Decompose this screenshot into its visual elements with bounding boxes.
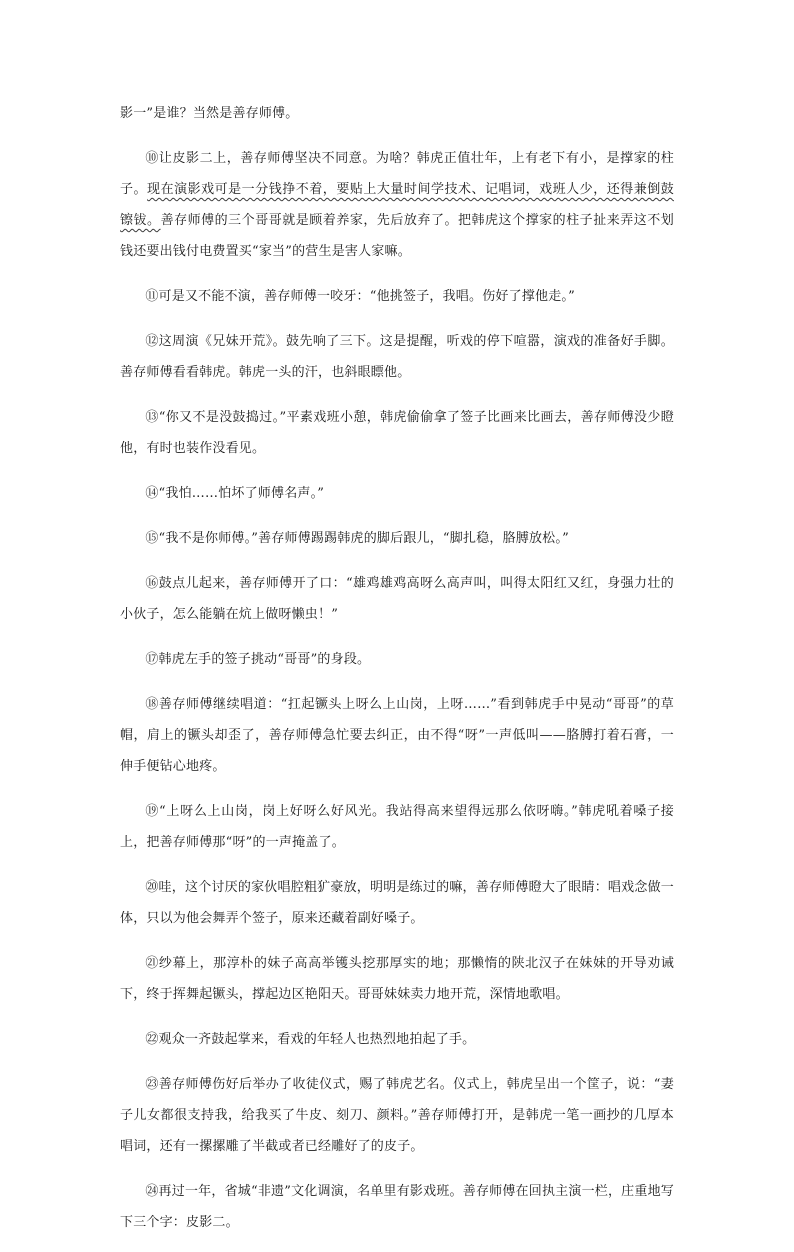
wavy-underlined-sentence: 现在演影戏可是一分钱挣不着，要贴上大量时间学技术、记唱词，戏班人少，还得兼倒鼓镲钹。 <box>120 182 674 228</box>
paragraph-10-start: ⑩让皮影二上，善存师傅坚决不同意。为啥？韩虎正值壮年，上有老下有小，是撑家的柱子。 <box>120 151 674 197</box>
paragraph-13: ⑬“你又不是没鼓捣过。”平素戏班小憩，韩虎偷偷拿了签子比画来比画去，善存师傅没少瞪他，有时也装作没看见。 <box>120 410 674 456</box>
paragraph-18: ⑱善存师傅继续唱道：“扛起镢头上呀么上山岗，上呀……”看到韩虎手中晃动“哥哥”的草帽，肩上的镢头却歪了，善存师傅急忙要去纠正，由不得“呀”一声低叫——胳膊打着石膏，一伸手便钻心地疼。 <box>120 697 674 774</box>
paragraph-17: ⑰韩虎左手的签子挑动“哥哥”的身段。 <box>145 652 371 667</box>
paragraph-20: ⑳哇，这个讨厌的家伙唱腔粗犷豪放，明明是练过的嘛，善存师傅瞪大了眼睛：唱戏念做一体，只以为他会舞弄个签子，原来还藏着副好嗓子。 <box>120 880 674 926</box>
paragraph-continued: 影一”是谁？当然是善存师傅。 <box>120 106 299 121</box>
paragraph-16: ⑯鼓点儿起来，善存师傅开了口：“雄鸡雄鸡高呀么高声叫，叫得太阳红又红，身强力壮的小伙子，怎么能躺在炕上做呀懒虫！” <box>120 576 674 622</box>
paragraph-14: ⑭“我怕……怕坏了师傅名声。” <box>145 486 325 501</box>
paragraph-22: ㉒观众一齐鼓起掌来，看戏的年轻人也热烈地拍起了手。 <box>145 1032 476 1047</box>
story-text <box>120 98 674 1252</box>
paragraph-10-end: 善存师傅的三个哥哥就是顾着养家，先后放弃了。把韩虎这个撑家的柱子扯来弄这不划钱还要出钱付电费置买“家当”的营生是害人家嘛。 <box>120 213 674 259</box>
paragraph-24: ㉔再过一年，省城“非遗”文化调演，名单里有影戏班。善存师傅在回执主演一栏，庄重地写下三个字：皮影二。 <box>120 1184 674 1230</box>
paragraph-15: ⑮“我不是你师傅。”善存师傅踢踢韩虎的脚后跟儿，“脚扎稳，胳膊放松。” <box>145 531 569 546</box>
paragraph-19: ⑲“上呀么上山岗，岗上好呀么好风光。我站得高来望得远那么依呀嗨。”韩虎吼着嗓子接上，把善存师傅那“呀”的一声掩盖了。 <box>120 804 674 850</box>
paragraph-21: ㉑纱幕上，那淳朴的妹子高高举镬头挖那厚实的地；那懒惰的陕北汉子在妹妹的开导劝诫下，终于挥舞起镢头，撑起边区艳阳天。哥哥妹妹卖力地开荒，深情地歌唱。 <box>120 956 674 1002</box>
paragraph-11: ⑪可是又不能不演，善存师傅一咬牙：“他挑签子，我唱。伤好了撑他走。” <box>145 289 575 304</box>
paragraph-23: ㉓善存师傅伤好后举办了收徒仪式，赐了韩虎艺名。仪式上，韩虎呈出一个筐子，说：“妻子儿女都很支持我，给我买了牛皮、刻刀、颜料。”善存师傅打开，是韩虎一笔一画抄的几厚本唱词，还有一摞摞雕了半截或者已经雕好了的皮子。 <box>120 1077 674 1154</box>
paragraph-12: ⑫这周演《兄妹开荒》。鼓先响了三下。这是提醒，听戏的停下喧嚣，演戏的准备好手脚。善存师傅看看韩虎。韩虎一头的汗，也斜眼瞟他。 <box>120 334 674 380</box>
paragraph-10 <box>120 143 674 267</box>
